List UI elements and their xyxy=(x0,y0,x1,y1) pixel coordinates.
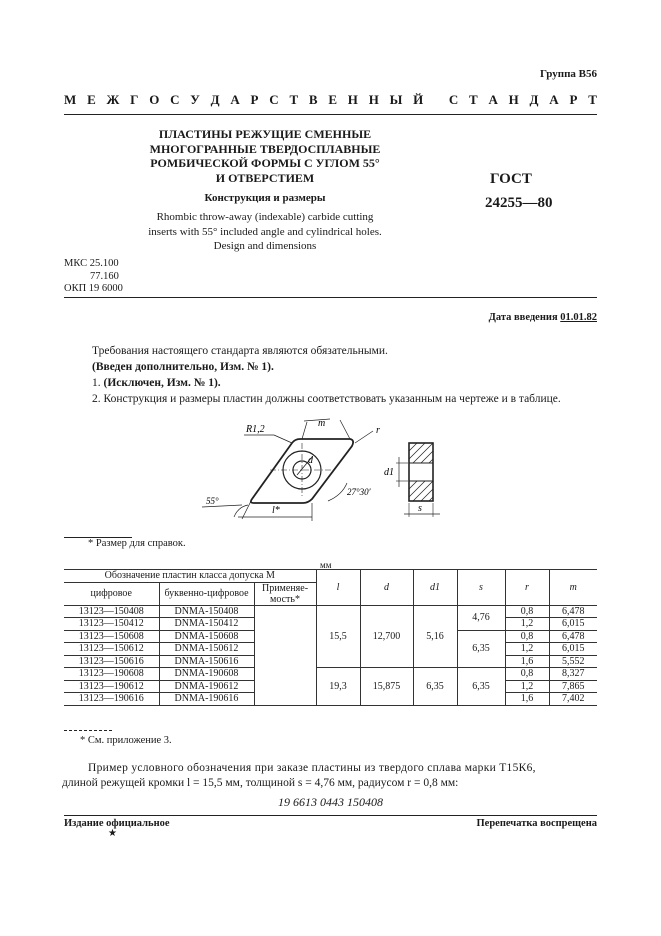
cell-alpha: DNMA-150616 xyxy=(159,655,254,668)
banner-letter: Е xyxy=(328,92,338,107)
banner-letter: Д xyxy=(210,92,220,107)
header-alpha: буквенно-цифровое xyxy=(159,582,254,605)
title-divider xyxy=(64,297,597,298)
label-55: 55° xyxy=(206,496,219,506)
cell-digital: 13123—150608 xyxy=(64,630,159,643)
cell-m: 6,015 xyxy=(549,618,597,631)
item-text: (Исключен, Изм. № 1). xyxy=(103,377,221,389)
table-row xyxy=(64,668,597,681)
cell-digital: 13123—190616 xyxy=(64,693,159,706)
cell-r: 0,8 xyxy=(505,668,549,681)
banner-letter: Е xyxy=(87,92,96,107)
cell-digital: 13123—190608 xyxy=(64,668,159,681)
cell-alpha: DNMA-150612 xyxy=(159,643,254,656)
cell-r: 1,6 xyxy=(505,693,549,706)
title-line: РОМБИЧЕСКОЙ ФОРМЫ С УГЛОМ 55° xyxy=(150,156,380,170)
item-number: 1. xyxy=(92,377,101,389)
cell-digital: 13123—150412 xyxy=(64,618,159,631)
header-d1: d1 xyxy=(413,570,457,606)
cell-r: 1,2 xyxy=(505,680,549,693)
title-line: И ОТВЕРСТИЕМ xyxy=(215,170,315,185)
standard-title-en xyxy=(120,210,410,254)
cell-m: 8,327 xyxy=(549,668,597,681)
banner-letter: Н xyxy=(508,92,519,107)
table-footnote-rule xyxy=(64,730,112,731)
banner-letter: Г xyxy=(130,92,139,107)
label-s: s xyxy=(418,503,422,514)
cell-alpha: DNMA-190612 xyxy=(159,680,254,693)
label-angle: 27°30′ xyxy=(347,487,371,497)
banner-letter: С xyxy=(269,92,279,107)
classification-codes xyxy=(64,258,123,296)
cell-alpha: DNMA-150608 xyxy=(159,630,254,643)
cell-l: 19,3 xyxy=(316,668,360,706)
cell-d: 12,700 xyxy=(360,605,413,668)
cell-d1: 5,16 xyxy=(413,605,457,668)
label-d1: d1 xyxy=(384,467,394,478)
example-code: 19 6613 0443 150408 xyxy=(278,795,383,809)
label-l: l* xyxy=(272,505,280,516)
header-divider xyxy=(64,114,597,115)
cell-alpha: DNMA-190616 xyxy=(159,693,254,706)
label-d: d xyxy=(308,455,313,466)
title-line: ПЛАСТИНЫ РЕЖУЩИЕ СМЕННЫЕ xyxy=(158,127,372,141)
banner-letter: О xyxy=(149,92,160,107)
title-en-line: inserts with 55° included angle and cylindrical holes. xyxy=(148,225,382,238)
table-header-row xyxy=(64,570,597,583)
star-icon: ★ xyxy=(108,828,117,839)
title-en-line: Rhombic throw-away (indexable) carbide cutting xyxy=(156,211,374,223)
banner-letter: Р xyxy=(250,92,259,107)
gost-number: 24255—80 xyxy=(485,195,553,211)
cell-l: 15,5 xyxy=(316,605,360,668)
cell-use xyxy=(254,605,316,705)
standard-subtitle: Конструкция и размеры xyxy=(204,192,326,204)
paragraph-item-2: 2. Конструкция и размеры пластин должны соответствовать указанным на чертеже и в таблице. xyxy=(92,393,561,405)
header-use: Применяе-мость* xyxy=(254,582,316,605)
banner-letter: А xyxy=(488,92,498,107)
cell-m: 6,478 xyxy=(549,630,597,643)
group-label: Группа В56 xyxy=(539,68,597,80)
header-m: m xyxy=(549,570,597,606)
banner-letter: У xyxy=(190,92,200,107)
banner-letter: Р xyxy=(569,92,578,107)
banner-letter: А xyxy=(230,92,240,107)
cell-m: 5,552 xyxy=(549,655,597,668)
header-d: d xyxy=(360,570,413,606)
paragraph-amendment: (Введен дополнительно, Изм. № 1). xyxy=(92,361,274,373)
effective-date xyxy=(489,312,597,323)
cell-alpha: DNMA-150408 xyxy=(159,605,254,618)
cell-m: 6,015 xyxy=(549,643,597,656)
banner-letter: Т xyxy=(469,92,478,107)
standard-banner xyxy=(64,92,597,108)
cell-m: 7,402 xyxy=(549,693,597,706)
header-digital: цифровое xyxy=(64,582,159,605)
cell-digital: 13123—150408 xyxy=(64,605,159,618)
banner-letter: Ж xyxy=(106,92,120,107)
title-line: МНОГОГРАННЫЕ ТВЕРДОСПЛАВНЫЕ xyxy=(149,141,381,156)
drawing-footnote: * Размер для справок. xyxy=(88,538,186,549)
table-unit: мм xyxy=(320,560,332,570)
cell-m: 6,478 xyxy=(549,605,597,618)
standard-title-ru xyxy=(120,127,410,185)
example-line-2: длиной режущей кромки l = 15,5 мм, толщиной s = 4,76 мм, радиусом r = 0,8 мм: xyxy=(62,777,459,789)
official-edition-label: Издание официальное xyxy=(64,818,170,829)
insert-drawing xyxy=(200,413,450,525)
banner-letter: С xyxy=(448,92,459,107)
banner-letter: С xyxy=(170,92,180,107)
cell-s: 6,35 xyxy=(457,668,505,706)
table-footnote: * См. приложение 3. xyxy=(80,735,172,746)
cell-m: 7,865 xyxy=(549,680,597,693)
header-designation: Обозначение пластин класса допуска М xyxy=(64,570,316,583)
cell-alpha: DNMA-150412 xyxy=(159,618,254,631)
cell-s: 6,35 xyxy=(457,630,505,668)
mks-code: МКС 25.100 xyxy=(64,258,119,269)
banner-letter: В xyxy=(308,92,318,107)
okp-code: ОКП 19 6000 xyxy=(64,283,123,294)
mks-code: 77.160 xyxy=(90,270,119,282)
banner-letter: Д xyxy=(529,92,539,107)
header-r: r xyxy=(505,570,549,606)
cell-alpha: DNMA-190608 xyxy=(159,668,254,681)
banner-letter: Н xyxy=(347,92,358,107)
banner-letter: Ы xyxy=(389,92,403,107)
cell-r: 1,6 xyxy=(505,655,549,668)
paragraph-mandatory: Требования настоящего стандарта являются обязательными. xyxy=(92,345,388,357)
banner-letter: Н xyxy=(368,92,379,107)
header-l: l xyxy=(316,570,360,606)
cell-d1: 6,35 xyxy=(413,668,457,706)
banner-letter: Т xyxy=(289,92,299,107)
footer-divider xyxy=(64,815,597,816)
cell-digital: 13123—150616 xyxy=(64,655,159,668)
header-s: s xyxy=(457,570,505,606)
example-line-1: Пример условного обозначения при заказе пластины из твердого сплава марки Т15К6, xyxy=(88,762,536,774)
banner-letter: Т xyxy=(588,92,597,107)
effective-date-label: Дата введения xyxy=(488,312,558,323)
label-r: r xyxy=(376,425,380,436)
banner-letter: А xyxy=(549,92,559,107)
reprint-prohibited-label: Перепечатка воспрещена xyxy=(476,818,597,829)
label-r12: R1,2 xyxy=(246,424,265,435)
cell-r: 0,8 xyxy=(505,630,549,643)
gost-label: ГОСТ xyxy=(490,171,532,187)
cell-s: 4,76 xyxy=(457,605,505,630)
cell-d: 15,875 xyxy=(360,668,413,706)
effective-date-value: 01.01.82 xyxy=(560,312,597,323)
banner-letter: Й xyxy=(413,92,424,107)
cell-digital: 13123—190612 xyxy=(64,680,159,693)
cell-digital: 13123—150612 xyxy=(64,643,159,656)
paragraph-item-1 xyxy=(92,377,221,389)
banner-letter: М xyxy=(64,92,77,107)
label-m: m xyxy=(318,418,326,429)
cell-r: 1,2 xyxy=(505,618,549,631)
banner-gap xyxy=(434,92,438,108)
cell-r: 0,8 xyxy=(505,605,549,618)
table-row xyxy=(64,605,597,618)
cell-r: 1,2 xyxy=(505,643,549,656)
title-en-line: Design and dimensions xyxy=(213,240,317,252)
dimensions-table xyxy=(64,569,597,706)
